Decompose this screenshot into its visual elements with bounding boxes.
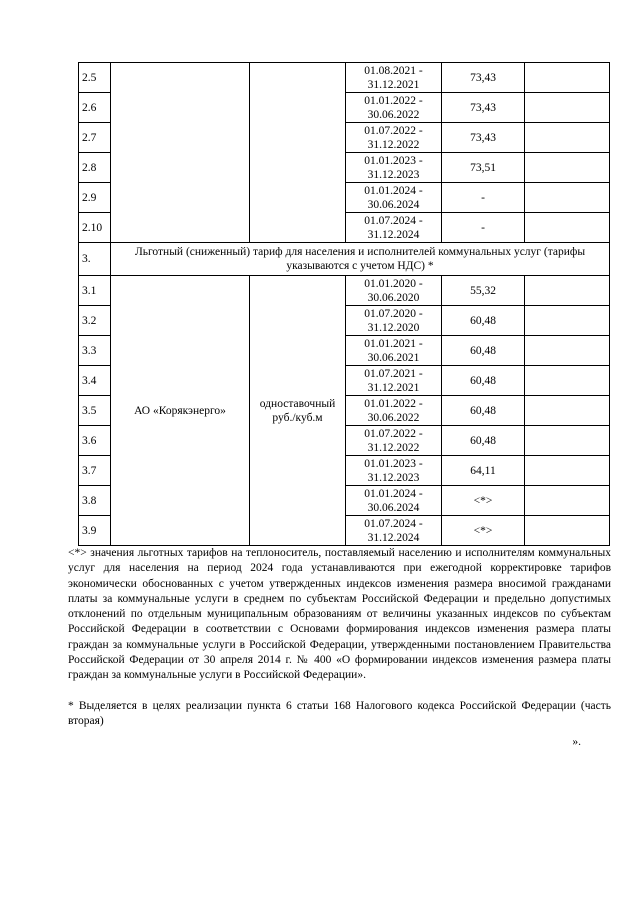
period-cell: 01.07.2022 - 31.12.2022 bbox=[346, 426, 442, 456]
star-footnote: <*> значения льготных тарифов на теплоноситель, поставляемый населению и исполнителям коммунальных услуг для населения на период 2024 года устанавливаются при ежегодной корректировке тарифов экономически обоснованных с учетом утвержденных индексов изменения размера вносимой гражданами платы за коммунальные услуги в среднем по субъектам Российской Федерации и предельно допустимых отклонений по отдельным муниципальным образованиям от величины указанных индексов по субъектам Российской Федерации в соответствии с Основами формирования индексов изменения размера платы граждан за коммунальные услуги в Российской Федерации, утвержденными постановлением Правительства Российской Федерации от 30 апреля 2014 г. № 400 «О формировании индексов изменения размера платы граждан за коммунальные услуги в Российской Федерации». bbox=[68, 547, 611, 682]
tariff-value: 73,43 bbox=[442, 93, 525, 123]
tariff-value: 73,43 bbox=[442, 123, 525, 153]
table-row bbox=[79, 276, 610, 306]
period-cell: 01.01.2022 - 30.06.2022 bbox=[346, 93, 442, 123]
tariff-value: <*> bbox=[442, 486, 525, 516]
tariff-value: 60,48 bbox=[442, 366, 525, 396]
tariff-value: 55,32 bbox=[442, 276, 525, 306]
rate-type: одноставочный руб./куб.м bbox=[250, 276, 346, 546]
extra-cell bbox=[525, 123, 610, 153]
extra-cell bbox=[525, 516, 610, 546]
row-number: 3.3 bbox=[79, 336, 111, 366]
row-number: 2.9 bbox=[79, 183, 111, 213]
period-cell: 01.01.2020 - 30.06.2020 bbox=[346, 276, 442, 306]
section-title: Льготный (сниженный) тариф для населения и исполнителей коммунальных услуг (тарифы указываются с учетом НДС) * bbox=[111, 243, 610, 276]
tariff-value: 73,43 bbox=[442, 63, 525, 93]
period-cell: 01.08.2021 - 31.12.2021 bbox=[346, 63, 442, 93]
period-cell: 01.07.2020 - 31.12.2020 bbox=[346, 306, 442, 336]
closing-quote: ». bbox=[572, 736, 581, 749]
extra-cell bbox=[525, 213, 610, 243]
row-number: 3.9 bbox=[79, 516, 111, 546]
extra-cell bbox=[525, 486, 610, 516]
row-number: 2.5 bbox=[79, 63, 111, 93]
row-number: 3.1 bbox=[79, 276, 111, 306]
row-number: 3.4 bbox=[79, 366, 111, 396]
extra-cell bbox=[525, 183, 610, 213]
tariff-value: 60,48 bbox=[442, 306, 525, 336]
period-cell: 01.01.2023 - 31.12.2023 bbox=[346, 153, 442, 183]
table-row bbox=[79, 63, 610, 93]
tariff-value: - bbox=[442, 213, 525, 243]
tariff-value: 60,48 bbox=[442, 396, 525, 426]
extra-cell bbox=[525, 153, 610, 183]
row-number: 2.7 bbox=[79, 123, 111, 153]
row-number: 3.2 bbox=[79, 306, 111, 336]
tariff-value: 64,11 bbox=[442, 456, 525, 486]
period-cell: 01.01.2024 - 30.06.2024 bbox=[346, 486, 442, 516]
period-cell: 01.07.2024 - 31.12.2024 bbox=[346, 516, 442, 546]
row-number: 3.8 bbox=[79, 486, 111, 516]
org-cell-empty bbox=[111, 63, 250, 243]
extra-cell bbox=[525, 426, 610, 456]
tariff-value: 60,48 bbox=[442, 426, 525, 456]
row-number: 2.6 bbox=[79, 93, 111, 123]
extra-cell bbox=[525, 276, 610, 306]
row-number: 3.5 bbox=[79, 396, 111, 426]
row-number: 2.10 bbox=[79, 213, 111, 243]
organization-name: АО «Корякэнерго» bbox=[111, 276, 250, 546]
period-cell: 01.01.2024 - 30.06.2024 bbox=[346, 183, 442, 213]
tariff-value: 60,48 bbox=[442, 336, 525, 366]
period-cell: 01.01.2022 - 30.06.2022 bbox=[346, 396, 442, 426]
period-cell: 01.01.2023 - 31.12.2023 bbox=[346, 456, 442, 486]
tariff-value: 73,51 bbox=[442, 153, 525, 183]
period-cell: 01.07.2022 - 31.12.2022 bbox=[346, 123, 442, 153]
section-number: 3. bbox=[79, 243, 111, 276]
row-number: 2.8 bbox=[79, 153, 111, 183]
rate-type-cell-empty bbox=[250, 63, 346, 243]
extra-cell bbox=[525, 306, 610, 336]
notes-section bbox=[68, 546, 611, 751]
period-cell: 01.01.2021 - 30.06.2021 bbox=[346, 336, 442, 366]
period-cell: 01.07.2021 - 31.12.2021 bbox=[346, 366, 442, 396]
extra-cell bbox=[525, 396, 610, 426]
period-cell: 01.07.2024 - 31.12.2024 bbox=[346, 213, 442, 243]
tariff-table bbox=[78, 62, 610, 546]
extra-cell bbox=[525, 63, 610, 93]
vat-footnote: * Выделяется в целях реализации пункта 6 статьи 168 Налогового кодекса Российской Федерации (часть вторая) bbox=[68, 699, 611, 727]
tariff-value: <*> bbox=[442, 516, 525, 546]
row-number: 3.6 bbox=[79, 426, 111, 456]
extra-cell bbox=[525, 336, 610, 366]
tariff-value: - bbox=[442, 183, 525, 213]
extra-cell bbox=[525, 93, 610, 123]
section-row bbox=[79, 243, 610, 276]
row-number: 3.7 bbox=[79, 456, 111, 486]
extra-cell bbox=[525, 456, 610, 486]
extra-cell bbox=[525, 366, 610, 396]
